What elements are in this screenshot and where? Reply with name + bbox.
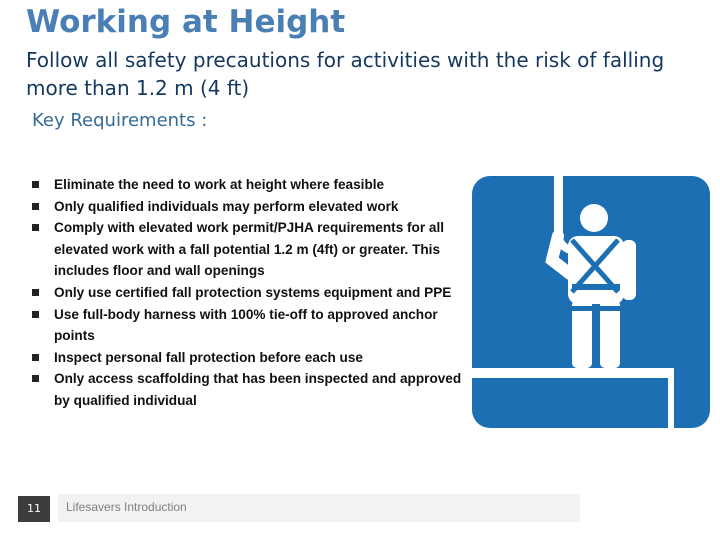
list-item bbox=[28, 174, 462, 196]
list-item bbox=[28, 282, 462, 304]
list-item bbox=[28, 347, 462, 369]
list-item bbox=[28, 368, 462, 411]
square-bullet-icon bbox=[32, 311, 39, 318]
requirement-text: Use full-body harness with 100% tie-off to approved anchor points bbox=[54, 306, 438, 344]
square-bullet-icon bbox=[32, 203, 39, 210]
square-bullet-icon bbox=[32, 224, 39, 231]
list-item bbox=[28, 196, 462, 218]
square-bullet-icon bbox=[32, 354, 39, 361]
requirements-list bbox=[28, 174, 462, 412]
square-bullet-icon bbox=[32, 375, 39, 382]
requirement-text: Comply with elevated work permit/PJHA requirements for all elevated work with a fall potential 1.2 m (4ft) or greater. This includes floor and wall openings bbox=[54, 220, 445, 279]
square-bullet-icon bbox=[32, 181, 39, 188]
key-requirements-heading: Key Requirements : bbox=[32, 110, 208, 131]
page-title: Working at Height bbox=[26, 4, 346, 40]
requirement-text: Only qualified individuals may perform elevated work bbox=[54, 198, 399, 214]
square-bullet-icon bbox=[32, 289, 39, 296]
requirement-text: Only access scaffolding that has been inspected and approved by qualified individual bbox=[54, 371, 462, 408]
list-item bbox=[28, 304, 462, 347]
requirement-text: Only use certified fall protection systems equipment and PPE bbox=[54, 284, 452, 300]
fall-protection-harness-icon bbox=[472, 176, 710, 428]
list-item bbox=[28, 217, 462, 282]
footer-bar bbox=[58, 494, 580, 522]
requirement-text: Eliminate the need to work at height where feasible bbox=[54, 177, 385, 192]
page-number: 11 bbox=[18, 496, 50, 522]
requirement-text: Inspect personal fall protection before each use bbox=[54, 349, 363, 365]
page-subtitle: Follow all safety precautions for activities with the risk of falling more than 1.2 m (4 ft) bbox=[26, 48, 665, 100]
footer-label: Lifesavers Introduction bbox=[66, 500, 187, 514]
